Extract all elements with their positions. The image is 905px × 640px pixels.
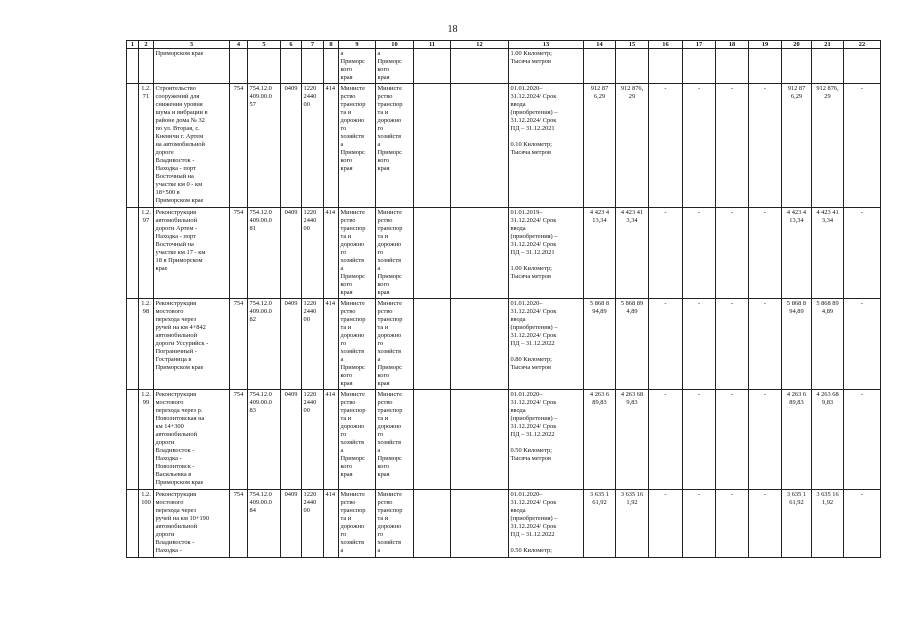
customer-cell: а Приморс кого края	[339, 49, 376, 84]
finance-total-cell: 912 87 6,29	[782, 84, 812, 208]
data-table	[126, 40, 881, 558]
column-number: 12	[451, 41, 509, 49]
builder-cell: а Приморс кого края	[376, 49, 414, 84]
finance-limit-cell: 3 635 16 1,92	[812, 490, 844, 558]
table-cell: -	[716, 490, 749, 558]
column-number: 17	[683, 41, 716, 49]
expense-type-cell: 414	[324, 84, 339, 208]
table-cell	[414, 390, 451, 490]
column-number: 1	[127, 41, 139, 49]
table-cell	[451, 84, 509, 208]
table-cell	[414, 490, 451, 558]
table-cell: -	[844, 84, 881, 208]
table-cell: -	[844, 208, 881, 299]
term-capacity-cell: 01.01.2020– 31.12.2024/ Срок ввода (приобретения) – 31.12.2024/ Срок ПД – 31.12.2022 0.50 Километр; Тысяча метров	[509, 390, 584, 490]
column-number: 8	[324, 41, 339, 49]
table-cell: -	[716, 84, 749, 208]
target-article-cell: 1220 2440 00	[302, 390, 324, 490]
table-cell: -	[683, 390, 716, 490]
term-capacity-cell: 01.01.2020– 31.12.2024/ Срок ввода (приобретения) – 31.12.2024/ Срок ПД – 31.12.2022 0.50 Километр;	[509, 490, 584, 558]
section-code-cell: 0409	[281, 208, 302, 299]
cost-total-cell: 4 263 6 89,83	[584, 390, 616, 490]
table-row	[127, 84, 881, 208]
object-name-cell: Реконструкция мостового перехода через ручей на км 4+842 автомобильной дороги Уссурийск - Пограничный - Гостраница в Приморском крае	[154, 299, 230, 390]
column-number: 15	[616, 41, 649, 49]
section-code-cell: 0409	[281, 84, 302, 208]
ministry-code-cell	[230, 49, 248, 84]
cost-total-cell: 912 87 6,29	[584, 84, 616, 208]
section-code-cell	[281, 49, 302, 84]
table-cell: -	[716, 299, 749, 390]
column-number: 18	[716, 41, 749, 49]
finance-limit-cell: 4 263 68 9,83	[812, 390, 844, 490]
row-index-cell	[127, 208, 139, 299]
column-number: 19	[749, 41, 782, 49]
cost-total-cell	[584, 49, 616, 84]
builder-cell: Министе рство транспор та и дорожно го хозяйств а Приморс кого края	[376, 84, 414, 208]
table-cell: -	[749, 299, 782, 390]
column-number: 9	[339, 41, 376, 49]
customer-cell: Министе рство транспор та и дорожно го хозяйств а Приморс кого края	[339, 84, 376, 208]
customer-cell: Министе рство транспор та и дорожно го хозяйств а Приморс кого края	[339, 208, 376, 299]
section-code-cell: 0409	[281, 390, 302, 490]
table-row	[127, 49, 881, 84]
cost-limit-cell: 5 868 89 4,89	[616, 299, 649, 390]
table-cell	[414, 84, 451, 208]
builder-cell: Министе рство транспор та и дорожно го хозяйств а	[376, 490, 414, 558]
column-number: 13	[509, 41, 584, 49]
column-number: 7	[302, 41, 324, 49]
column-number: 16	[649, 41, 683, 49]
row-index-cell	[127, 49, 139, 84]
column-number: 14	[584, 41, 616, 49]
finance-total-cell	[782, 49, 812, 84]
table-cell	[451, 208, 509, 299]
budget-code-cell: 754.12.0 409.00.0 81	[248, 208, 281, 299]
table-cell: -	[649, 390, 683, 490]
table-cell: -	[844, 490, 881, 558]
table-cell	[451, 49, 509, 84]
item-number-cell: 1.2. 71	[139, 84, 154, 208]
expense-type-cell: 414	[324, 490, 339, 558]
cost-limit-cell: 4 423 41 3,34	[616, 208, 649, 299]
object-name-cell: Строительство сооружений для снижения уровня шума и вибрации в районе дома № 32 по ул. Вторая, с. Кневичи г. Артем на автомобильной дороге Владивосток - Находка - порт Восточный на участке км 0 - км 18+500 в Приморском крае	[154, 84, 230, 208]
section-code-cell: 0409	[281, 490, 302, 558]
finance-total-cell: 4 263 6 89,83	[782, 390, 812, 490]
expense-type-cell: 414	[324, 299, 339, 390]
table-cell	[451, 490, 509, 558]
column-number-row	[127, 41, 881, 49]
table-cell: -	[844, 390, 881, 490]
cost-limit-cell: 3 635 16 1,92	[616, 490, 649, 558]
table-row	[127, 490, 881, 558]
budget-code-cell	[248, 49, 281, 84]
table-cell	[844, 49, 881, 84]
row-index-cell	[127, 490, 139, 558]
ministry-code-cell: 754	[230, 490, 248, 558]
table-cell: -	[749, 490, 782, 558]
ministry-code-cell: 754	[230, 299, 248, 390]
expense-type-cell: 414	[324, 390, 339, 490]
table-cell: -	[749, 84, 782, 208]
object-name-cell: Реконструкция мостового перехода через р. Новолитовская на км 14+300 автомобильной дороги Владивосток - Находка - Новолитовск - Васильевка в Приморском крае	[154, 390, 230, 490]
column-number: 11	[414, 41, 451, 49]
table-cell	[716, 49, 749, 84]
term-capacity-cell: 01.01.2019– 31.12.2024/ Срок ввода (приобретения) – 31.12.2024/ Срок ПД – 31.12.2021 1.00 Километр; Тысяча метров	[509, 208, 584, 299]
budget-code-cell: 754.12.0 409.00.0 57	[248, 84, 281, 208]
table-cell	[649, 49, 683, 84]
table-cell: -	[716, 390, 749, 490]
finance-limit-cell: 912 876, 29	[812, 84, 844, 208]
finance-limit-cell: 4 423 41 3,34	[812, 208, 844, 299]
column-number: 3	[154, 41, 230, 49]
table-cell: -	[649, 84, 683, 208]
customer-cell: Министе рство транспор та и дорожно го хозяйств а Приморс кого края	[339, 299, 376, 390]
item-number-cell: 1.2. 99	[139, 390, 154, 490]
cost-limit-cell: 4 263 68 9,83	[616, 390, 649, 490]
page-number: 18	[447, 24, 458, 35]
item-number-cell	[139, 49, 154, 84]
term-capacity-cell: 1.00 Километр; Тысяча метров	[509, 49, 584, 84]
target-article-cell: 1220 2440 00	[302, 490, 324, 558]
item-number-cell: 1.2. 98	[139, 299, 154, 390]
ministry-code-cell: 754	[230, 84, 248, 208]
table-cell: -	[716, 208, 749, 299]
object-name-cell: Реконструкция мостового перехода через ручей на км 10+190 автомобильной дороги Владивосток - Находка -	[154, 490, 230, 558]
item-number-cell: 1.2. 97	[139, 208, 154, 299]
finance-total-cell: 3 635 1 61,92	[782, 490, 812, 558]
section-code-cell: 0409	[281, 299, 302, 390]
table-cell: -	[683, 84, 716, 208]
term-capacity-cell: 01.01.2020– 31.12.2024/ Срок ввода (приобретения) – 31.12.2024/ Срок ПД – 31.12.2021 0.10 Километр; Тысяча метров	[509, 84, 584, 208]
cost-limit-cell	[616, 49, 649, 84]
object-name-cell: Приморском крае	[154, 49, 230, 84]
row-index-cell	[127, 390, 139, 490]
cost-total-cell: 4 423 4 13,34	[584, 208, 616, 299]
finance-limit-cell	[812, 49, 844, 84]
table-cell	[749, 49, 782, 84]
row-index-cell	[127, 84, 139, 208]
ministry-code-cell: 754	[230, 208, 248, 299]
column-number: 2	[139, 41, 154, 49]
column-number: 20	[782, 41, 812, 49]
table-row	[127, 208, 881, 299]
cost-total-cell: 3 635 1 61,92	[584, 490, 616, 558]
builder-cell: Министе рство транспор та и дорожно го хозяйств а Приморс кого края	[376, 208, 414, 299]
table-body	[127, 49, 881, 558]
column-number: 22	[844, 41, 881, 49]
table-cell: -	[649, 490, 683, 558]
cost-total-cell: 5 868 8 94,89	[584, 299, 616, 390]
object-name-cell: Реконструкция автомобильной дороги Артем - Находка - порт Восточный на участке км 17 - км 18 в Приморском крае	[154, 208, 230, 299]
table-cell: -	[749, 390, 782, 490]
budget-code-cell: 754.12.0 409.00.0 83	[248, 390, 281, 490]
term-capacity-cell: 01.01.2020– 31.12.2024/ Срок ввода (приобретения) – 31.12.2024/ Срок ПД – 31.12.2022 0.80 Километр; Тысяча метров	[509, 299, 584, 390]
column-number: 5	[248, 41, 281, 49]
table-cell	[414, 208, 451, 299]
column-number: 4	[230, 41, 248, 49]
builder-cell: Министе рство транспор та и дорожно го хозяйств а Приморс кого края	[376, 390, 414, 490]
cost-limit-cell: 912 876, 29	[616, 84, 649, 208]
table-cell	[451, 299, 509, 390]
finance-total-cell: 4 423 4 13,34	[782, 208, 812, 299]
target-article-cell: 1220 2440 00	[302, 84, 324, 208]
table-cell: -	[649, 299, 683, 390]
customer-cell: Министе рство транспор та и дорожно го хозяйств а	[339, 490, 376, 558]
column-number: 21	[812, 41, 844, 49]
table-cell: -	[683, 208, 716, 299]
target-article-cell: 1220 2440 00	[302, 208, 324, 299]
table-cell: -	[683, 490, 716, 558]
row-index-cell	[127, 299, 139, 390]
budget-code-cell: 754.12.0 409.00.0 82	[248, 299, 281, 390]
table-cell	[414, 299, 451, 390]
column-number: 10	[376, 41, 414, 49]
expense-type-cell: 414	[324, 208, 339, 299]
column-number: 6	[281, 41, 302, 49]
customer-cell: Министе рство транспор та и дорожно го хозяйств а Приморс кого края	[339, 390, 376, 490]
finance-limit-cell: 5 868 89 4,89	[812, 299, 844, 390]
item-number-cell: 1.2. 100	[139, 490, 154, 558]
table-cell: -	[683, 299, 716, 390]
expense-type-cell	[324, 49, 339, 84]
table-cell: -	[649, 208, 683, 299]
builder-cell: Министе рство транспор та и дорожно го хозяйств а Приморс кого края	[376, 299, 414, 390]
table-row	[127, 390, 881, 490]
target-article-cell	[302, 49, 324, 84]
finance-total-cell: 5 868 8 94,89	[782, 299, 812, 390]
target-article-cell: 1220 2440 00	[302, 299, 324, 390]
table-cell	[683, 49, 716, 84]
table-cell	[414, 49, 451, 84]
table-cell: -	[749, 208, 782, 299]
ministry-code-cell: 754	[230, 390, 248, 490]
table-cell: -	[844, 299, 881, 390]
table-row	[127, 299, 881, 390]
table-cell	[451, 390, 509, 490]
budget-code-cell: 754.12.0 409.00.0 84	[248, 490, 281, 558]
